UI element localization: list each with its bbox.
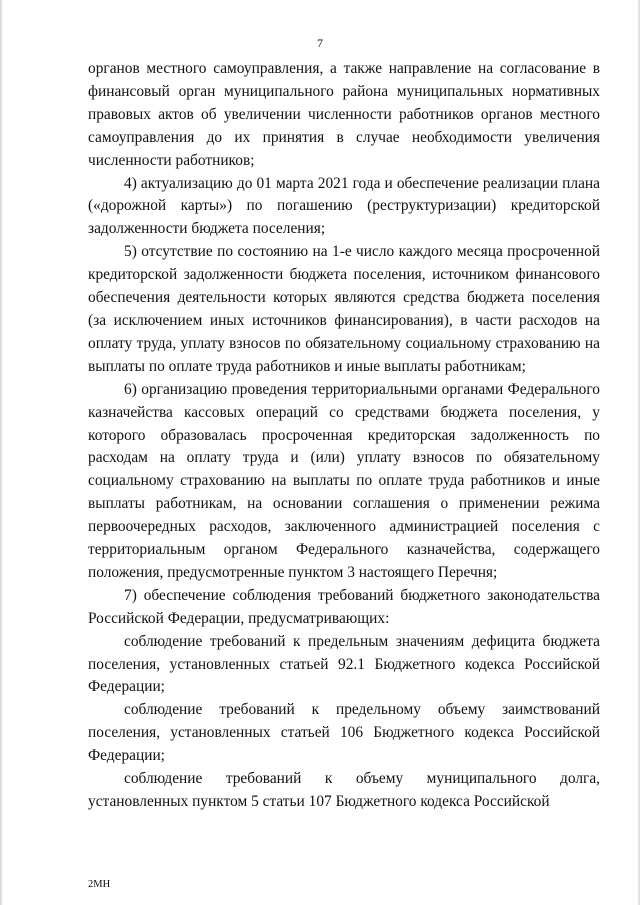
paragraph-borrowing-requirement: соблюдение требований к предельному объему заимствований поселения, установленных статьей 106 Бюджетного кодекса Российской Федерации;: [88, 701, 600, 765]
paragraph-continuation: органов местного самоуправления, а также направление на согласование в финансовый орган муниципального района муниципальных нормативных правовых актов об увеличении численности работников органов местного самоуправления до их принятия в случае необходимости увеличения численности работников;: [88, 60, 600, 169]
paragraph-item-7: 7) обеспечение соблюдения требований бюджетного законодательства Российской Федерации, предусматривающих:: [88, 586, 600, 627]
page-number: 7: [317, 36, 323, 50]
paragraph-deficit-requirement: соблюдение требований к предельным значениям дефицита бюджета поселения, установленных статьей 92.1 Бюджетного кодекса Российской Федерации;: [88, 632, 600, 696]
paragraph-item-4: 4) актуализацию до 01 марта 2021 года и обеспечение реализации плана («дорожной карты») по погашению (реструктуризации) кредиторской задолженности бюджета поселения;: [88, 174, 600, 238]
document-body: [88, 58, 600, 814]
paragraph-item-6: 6) организацию проведения территориальными органами Федерального казначейства кассовых операций со средствами бюджета поселения, у которого образовалась просроченная кредиторская задолженность по расходам на оплату труда и (или) уплату взносов по обязательному социальному страхованию на выплаты по оплате труда работников и иные выплаты работникам, на основании соглашения о применении режима первоочередных расходов, заключенного администрацией поселения с территориальным органом Федерального казначейства, содержащего положения, предусмотренные пунктом 3 настоящего Перечня;: [88, 380, 600, 581]
paragraph-item-5: 5) отсутствие по состоянию на 1-е число каждого месяца просроченной кредиторской задолженности бюджета поселения, источником финансового обеспечения деятельности которых являются средства бюджета поселения (за исключением иных источников финансирования), в части расходов на оплату труда, уплату взносов по обязательному социальному страхованию на выплаты по оплате труда работников и иные выплаты работникам;: [88, 243, 600, 375]
scan-edge-left: [0, 0, 3, 905]
footer-code: 2МН: [88, 879, 111, 890]
paragraph-debt-requirement: соблюдение требований к объему муниципального долга, установленных пунктом 5 статьи 107 Бюджетного кодекса Российской: [88, 770, 600, 810]
